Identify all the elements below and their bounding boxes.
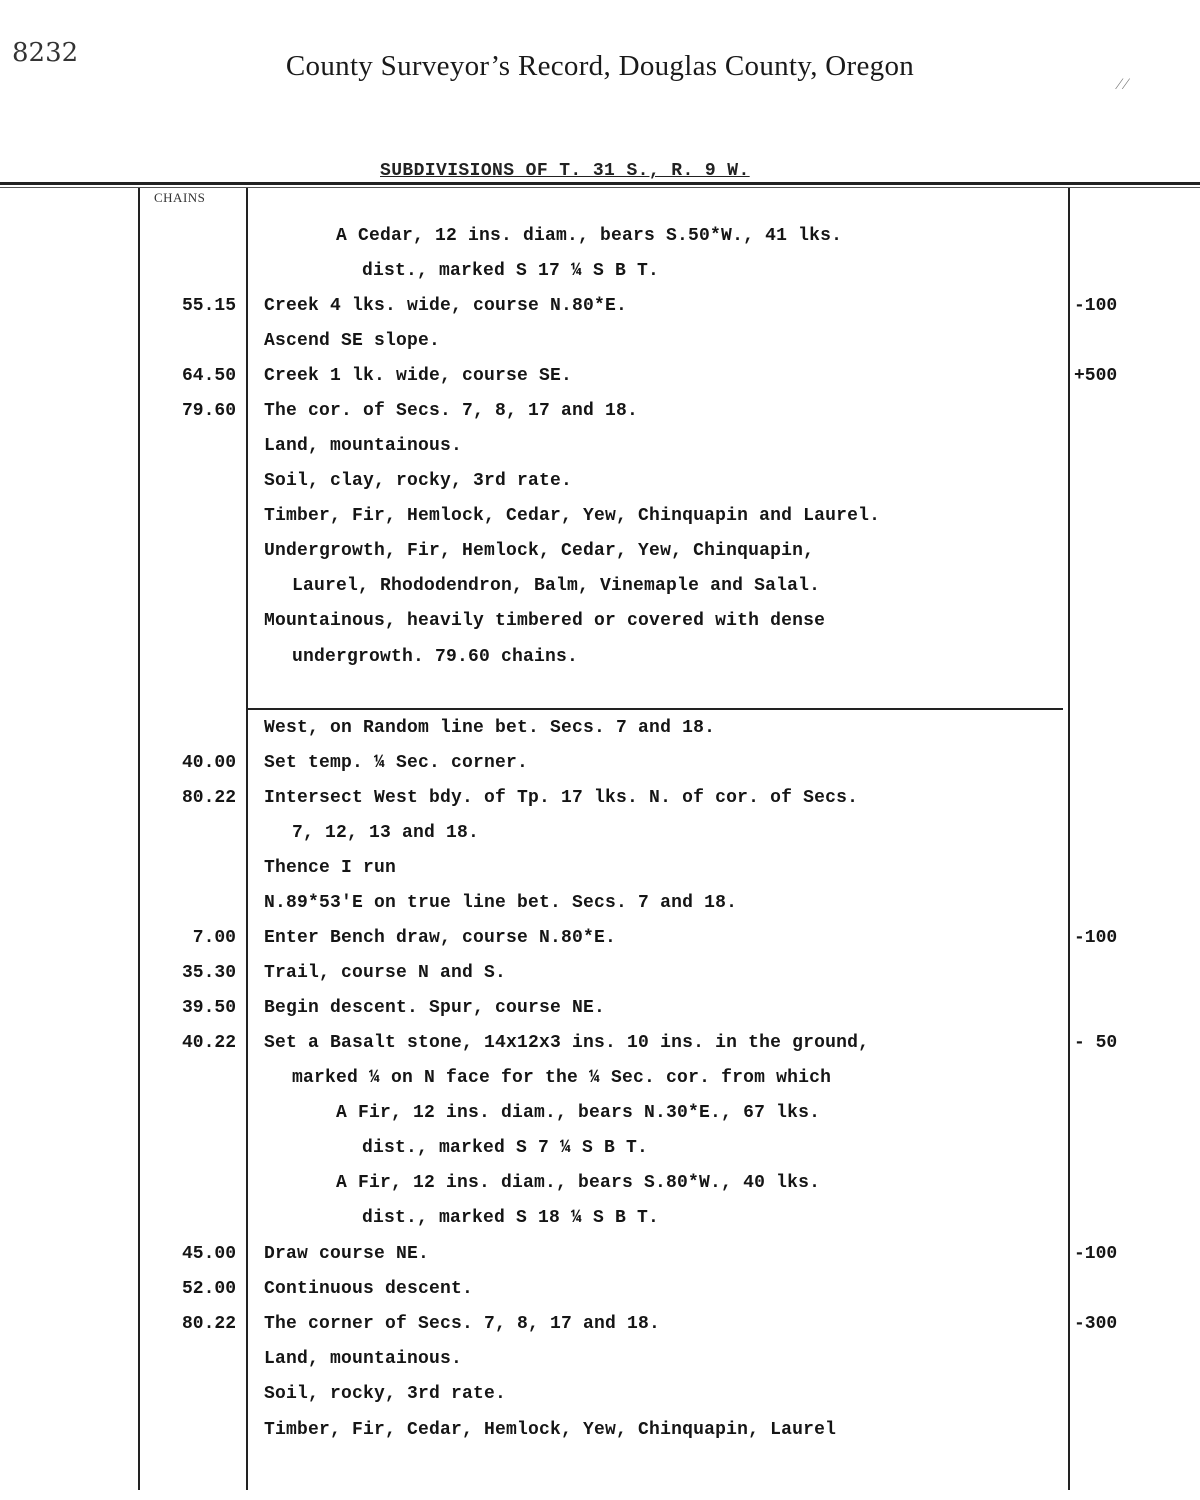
table-row	[0, 1103, 1200, 1138]
chain-value: 80.22	[181, 1314, 236, 1334]
description-text: Ascend SE slope.	[264, 331, 441, 351]
table-row	[0, 1173, 1200, 1208]
table-row	[0, 928, 1200, 963]
header-rule	[0, 182, 1200, 185]
description-text: dist., marked S 17 ¼ S B T.	[362, 261, 660, 281]
table-row	[0, 1384, 1200, 1419]
description-text: A Fir, 12 ins. diam., bears N.30*E., 67 lks.	[336, 1103, 821, 1123]
table-row	[0, 1138, 1200, 1173]
description-text: A Cedar, 12 ins. diam., bears S.50*W., 41 lks.	[336, 226, 843, 246]
table-row	[0, 823, 1200, 858]
table-row	[0, 541, 1200, 576]
chain-value: 79.60	[181, 401, 236, 421]
description-text: Thence I run	[264, 858, 397, 878]
description-text: Laurel, Rhododendron, Balm, Vinemaple and Salal.	[292, 576, 821, 596]
page-number: 8232	[12, 38, 79, 68]
chain-value: 39.50	[181, 998, 236, 1018]
table-row	[0, 858, 1200, 893]
chain-value: 64.50	[181, 366, 236, 386]
description-text: Land, mountainous.	[264, 1349, 463, 1369]
table-row	[0, 1033, 1200, 1068]
description-text: Land, mountainous.	[264, 436, 463, 456]
header-rule-thin	[0, 187, 1200, 188]
chain-value: 55.15	[181, 296, 236, 316]
description-text: Soil, rocky, 3rd rate.	[264, 1384, 507, 1404]
corner-mark: ⁄ ⁄	[1118, 76, 1128, 93]
description-text: marked ¼ on N face for the ¼ Sec. cor. from which	[292, 1068, 832, 1088]
table-row	[0, 1244, 1200, 1279]
description-text: dist., marked S 7 ¼ S B T.	[362, 1138, 649, 1158]
description-text: undergrowth. 79.60 chains.	[292, 647, 579, 667]
description-text: Timber, Fir, Hemlock, Cedar, Yew, Chinquapin and Laurel.	[264, 506, 881, 526]
description-text: Creek 1 lk. wide, course SE.	[264, 366, 573, 386]
chain-value: 52.00	[181, 1279, 236, 1299]
table-row	[0, 647, 1200, 682]
description-text: A Fir, 12 ins. diam., bears S.80*W., 40 lks.	[336, 1173, 821, 1193]
table-row	[0, 718, 1200, 753]
table-row	[0, 788, 1200, 823]
description-text: Soil, clay, rocky, 3rd rate.	[264, 471, 573, 491]
table-row	[0, 226, 1200, 261]
table-row	[0, 1349, 1200, 1384]
table-row	[0, 611, 1200, 646]
chain-value: 45.00	[181, 1244, 236, 1264]
description-text: Undergrowth, Fir, Hemlock, Cedar, Yew, Chinquapin,	[264, 541, 815, 561]
description-text: Creek 4 lks. wide, course N.80*E.	[264, 296, 628, 316]
description-text: Begin descent. Spur, course NE.	[264, 998, 606, 1018]
description-text: Continuous descent.	[264, 1279, 474, 1299]
table-row	[0, 506, 1200, 541]
table-row	[0, 1279, 1200, 1314]
table-row	[0, 1208, 1200, 1243]
elevation-change: -300	[1074, 1314, 1118, 1334]
description-text: 7, 12, 13 and 18.	[292, 823, 480, 843]
chains-column-label: CHAINS	[154, 190, 206, 205]
table-row	[0, 331, 1200, 366]
table-row	[0, 893, 1200, 928]
table-row	[0, 753, 1200, 788]
description-text: Set temp. ¼ Sec. corner.	[264, 753, 529, 773]
description-text: Trail, course N and S.	[264, 963, 507, 983]
description-text: Intersect West bdy. of Tp. 17 lks. N. of cor. of Secs.	[264, 788, 859, 808]
elevation-change: +500	[1074, 366, 1118, 386]
elevation-change: -100	[1074, 296, 1118, 316]
chain-value: 35.30	[181, 963, 236, 983]
table-row	[0, 366, 1200, 401]
table-row	[0, 1420, 1200, 1455]
description-text: Mountainous, heavily timbered or covered with dense	[264, 611, 826, 631]
table-row	[0, 401, 1200, 436]
description-text: Draw course NE.	[264, 1244, 430, 1264]
description-text: N.89*53'E on true line bet. Secs. 7 and 18.	[264, 893, 738, 913]
table-row	[0, 998, 1200, 1033]
table-row	[0, 261, 1200, 296]
table-row	[0, 296, 1200, 331]
chain-value: 40.00	[181, 753, 236, 773]
elevation-change: -100	[1074, 928, 1118, 948]
chain-value: 80.22	[181, 788, 236, 808]
table-row	[0, 436, 1200, 471]
description-text: Timber, Fir, Cedar, Hemlock, Yew, Chinquapin, Laurel	[264, 1420, 837, 1440]
chain-value: 40.22	[181, 1033, 236, 1053]
table-row	[0, 1068, 1200, 1103]
description-text: Enter Bench draw, course N.80*E.	[264, 928, 617, 948]
description-text: dist., marked S 18 ¼ S B T.	[362, 1208, 660, 1228]
elevation-change: -100	[1074, 1244, 1118, 1264]
description-text: West, on Random line bet. Secs. 7 and 18.	[264, 718, 716, 738]
elevation-change: - 50	[1074, 1033, 1118, 1053]
table-row	[0, 576, 1200, 611]
description-text: The corner of Secs. 7, 8, 17 and 18.	[264, 1314, 661, 1334]
section-title: SUBDIVISIONS OF T. 31 S., R. 9 W.	[380, 161, 750, 181]
table-row	[0, 963, 1200, 998]
chain-value: 7.00	[192, 928, 236, 948]
table-row	[0, 471, 1200, 506]
description-text: The cor. of Secs. 7, 8, 17 and 18.	[264, 401, 639, 421]
table-row	[0, 1314, 1200, 1349]
description-text: Set a Basalt stone, 14x12x3 ins. 10 ins. in the ground,	[264, 1033, 870, 1053]
page-title: County Surveyor’s Record, Douglas County, Oregon	[285, 50, 915, 82]
section-divider	[248, 708, 1063, 710]
